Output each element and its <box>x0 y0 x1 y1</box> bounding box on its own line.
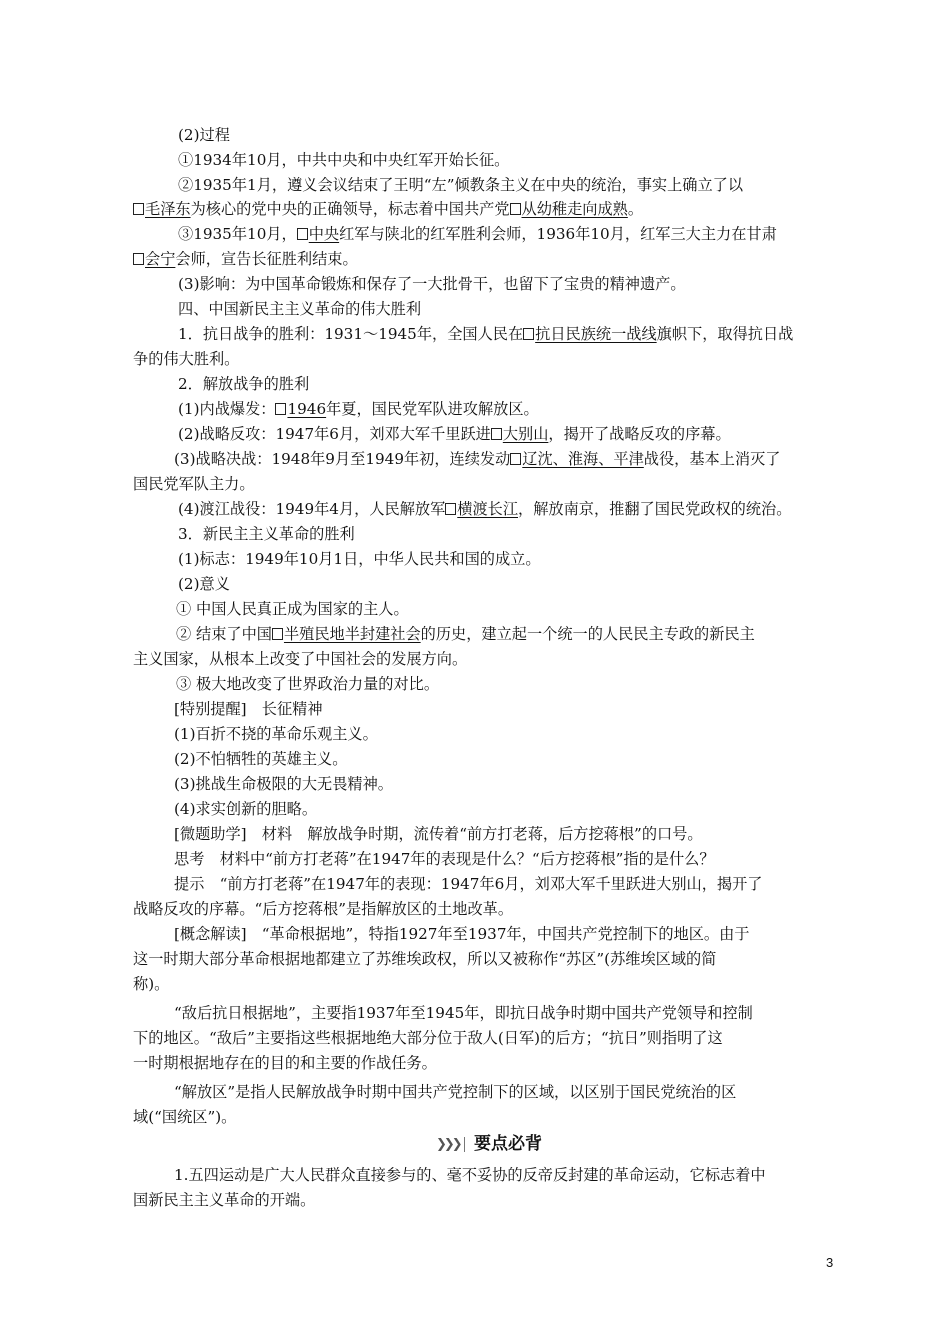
text-line <box>176 599 409 619</box>
answer-text: 抗日民族统一战线 <box>535 325 657 343</box>
text-line <box>174 1082 736 1102</box>
answer-box-icon <box>491 428 502 440</box>
text-segment: 旗帜下，取得抗日战 <box>656 325 794 343</box>
text-segment: 。 <box>627 200 643 218</box>
answer-text: 中央 <box>308 225 340 243</box>
text-line <box>133 349 239 369</box>
text-segment: ③ 极大地改变了世界政治力量的对比。 <box>176 675 440 693</box>
text-segment: (2)不怕牺牲的英雄主义。 <box>174 750 348 768</box>
text-segment: 年夏，国民党军队进攻解放区。 <box>326 400 539 418</box>
answer-box-icon <box>272 628 283 640</box>
text-segment: 称)。 <box>133 975 170 993</box>
text-segment: (2)意义 <box>178 575 230 593</box>
text-line <box>133 1053 437 1073</box>
text-line <box>174 774 393 794</box>
text-line <box>174 1003 753 1023</box>
text-segment: 思考 材料中“前方打老蒋”在1947年的表现是什么？“后方挖蒋根”指的是什么？ <box>174 850 715 868</box>
text-line <box>178 299 421 319</box>
text-segment: 国民党军队主力。 <box>133 475 255 493</box>
text-segment: ，揭开了战略反攻的序幕。 <box>548 425 731 443</box>
text-line <box>133 1107 236 1127</box>
text-segment: ② 结束了中国 <box>176 625 272 643</box>
text-line <box>174 799 317 819</box>
page-number: 3 <box>826 1255 834 1270</box>
text-line <box>178 524 355 544</box>
answer-text: 半殖民地半封建社会 <box>283 625 421 643</box>
text-line <box>133 949 716 969</box>
text-line <box>174 724 378 744</box>
text-segment: 战略反攻的序幕。“后方挖蒋根”是指解放区的土地改革。 <box>133 900 514 918</box>
text-line <box>133 474 255 494</box>
text-segment: (4)渡江战役：1949年4月，人民解放军 <box>178 500 446 518</box>
text-segment: [特别提醒] 长征精神 <box>174 700 323 718</box>
answer-text: 会宁 <box>145 250 176 268</box>
text-segment: 一时期根据地存在的目的和主要的作战任务。 <box>133 1054 437 1072</box>
text-segment: “敌后抗日根据地”，主要指1937年至1945年，即抗日战争时期中国共产党领导和控制 <box>174 1004 753 1022</box>
text-segment: 1．抗日战争的胜利：1931～1945年，全国人民在 <box>178 325 524 343</box>
text-segment: (3)挑战生命极限的大无畏精神。 <box>174 775 393 793</box>
text-segment: (1)百折不挠的革命乐观主义。 <box>174 725 378 743</box>
text-segment: 战役，基本上消灭了 <box>643 450 781 468</box>
text-line <box>178 224 777 244</box>
answer-text: 大别山 <box>502 425 549 443</box>
text-segment: (2)战略反攻：1947年6月，刘邓大军千里跃进 <box>178 425 491 443</box>
text-segment: 域(“国统区”)。 <box>133 1108 237 1126</box>
text-line <box>178 499 791 519</box>
text-line <box>133 249 358 269</box>
answer-box-icon <box>523 328 534 340</box>
answer-box-icon <box>275 403 286 415</box>
text-line <box>178 125 230 145</box>
text-segment: 四、中国新民主主义革命的伟大胜利 <box>178 300 421 318</box>
text-segment: ① 中国人民真正成为国家的主人。 <box>176 600 409 618</box>
text-segment: 主义国家，从根本上改变了中国社会的发展方向。 <box>133 650 468 668</box>
text-segment: 的历史，建立起一个统一的人民民主专政的新民主 <box>420 625 755 643</box>
text-segment: (1)标志：1949年10月1日，中华人民共和国的成立。 <box>178 550 541 568</box>
text-segment: “解放区”是指人民解放战争时期中国共产党控制下的区域，以区别于国民党统治的区 <box>174 1083 737 1101</box>
text-segment: ③1935年10月， <box>178 225 297 243</box>
text-line <box>174 924 750 944</box>
text-line <box>178 324 793 344</box>
answer-text: 从幼稚走向成熟 <box>521 200 628 218</box>
answer-box-icon <box>133 203 144 215</box>
text-line <box>174 824 703 844</box>
text-segment: 这一时期大部分革命根据地都建立了苏维埃政权，所以又被称作“苏区”(苏维埃区域的简 <box>133 950 717 968</box>
text-line <box>176 624 755 644</box>
answer-box-icon <box>445 503 456 515</box>
text-segment: (3)战略决战：1948年9月至1949年初，连续发动 <box>174 450 511 468</box>
text-line <box>178 374 309 394</box>
text-line <box>174 1165 766 1185</box>
text-segment: 1.五四运动是广大人民群众直接参与的、毫不妥协的反帝反封建的革命运动，它标志着中 <box>174 1166 766 1184</box>
answer-text: 1946 <box>287 400 327 418</box>
text-segment: 会师，宣告长征胜利结束。 <box>175 250 358 268</box>
text-line <box>178 274 686 294</box>
answer-box-icon <box>133 253 144 265</box>
chevron-right-icon: ❯❯❯ <box>436 1137 460 1152</box>
text-segment: 3．新民主主义革命的胜利 <box>178 525 355 543</box>
text-segment: ②1935年1月，遵义会议结束了王明“左”倾教条主义在中央的统治，事实上确立了以 <box>178 176 744 194</box>
text-line <box>174 849 715 869</box>
text-line <box>176 674 439 694</box>
text-line <box>133 1190 315 1210</box>
text-segment: 2．解放战争的胜利 <box>178 375 310 393</box>
text-segment: 争的伟大胜利。 <box>133 350 240 368</box>
text-line <box>133 649 467 669</box>
text-line <box>133 1028 723 1048</box>
answer-text: 辽沈、淮海、平津 <box>522 450 644 468</box>
answer-box-icon <box>297 228 308 240</box>
text-segment: ，解放南京，推翻了国民党政权的统治。 <box>518 500 792 518</box>
text-line <box>174 449 780 469</box>
heading-divider <box>464 1137 465 1152</box>
text-segment: 下的地区。“敌后”主要指这些根据地绝大部分位于敌人(日军)的后方；“抗日”则指明了这 <box>133 1029 723 1047</box>
text-segment: 国新民主主义革命的开端。 <box>133 1191 316 1209</box>
text-line <box>178 150 509 170</box>
text-line <box>174 874 763 894</box>
text-segment: (1)内战爆发： <box>178 400 276 418</box>
text-segment: (3)影响：为中国革命锻炼和保存了一大批骨干，也留下了宝贵的精神遗产。 <box>178 275 686 293</box>
text-line <box>133 199 643 219</box>
text-line <box>178 549 541 569</box>
answer-text: 横渡长江 <box>457 500 519 518</box>
text-segment: ①1934年10月，中共中央和中央红军开始长征。 <box>178 151 510 169</box>
text-line <box>178 399 539 419</box>
answer-box-icon <box>510 453 521 465</box>
text-line <box>174 749 347 769</box>
section-title: 要点必背 <box>474 1134 542 1154</box>
text-line <box>178 424 731 444</box>
text-segment: (2)过程 <box>178 126 230 144</box>
answer-text: 毛泽东 <box>145 200 191 218</box>
text-line <box>174 699 323 719</box>
text-segment: 提示 “前方打老蒋”在1947年的表现：1947年6月，刘邓大军千里跃进大别山，揭开了 <box>174 875 763 893</box>
text-segment: [微题助学] 材料 解放战争时期，流传着“前方打老蒋，后方挖蒋根”的口号。 <box>174 825 703 843</box>
text-line <box>178 574 230 594</box>
answer-box-icon <box>510 203 521 215</box>
text-segment: (4)求实创新的胆略。 <box>174 800 318 818</box>
text-segment: 为核心的党中央的正确领导，标志着中国共产党 <box>190 200 510 218</box>
text-line <box>178 175 743 195</box>
text-segment: 红军与陕北的红军胜利会师，1936年10月，红军三大主力在甘肃 <box>339 225 777 243</box>
text-line <box>133 974 169 994</box>
text-line <box>133 899 513 919</box>
text-segment: [概念解读] “革命根据地”，特指1927年至1937年，中国共产党控制下的地区。由于 <box>174 925 750 943</box>
